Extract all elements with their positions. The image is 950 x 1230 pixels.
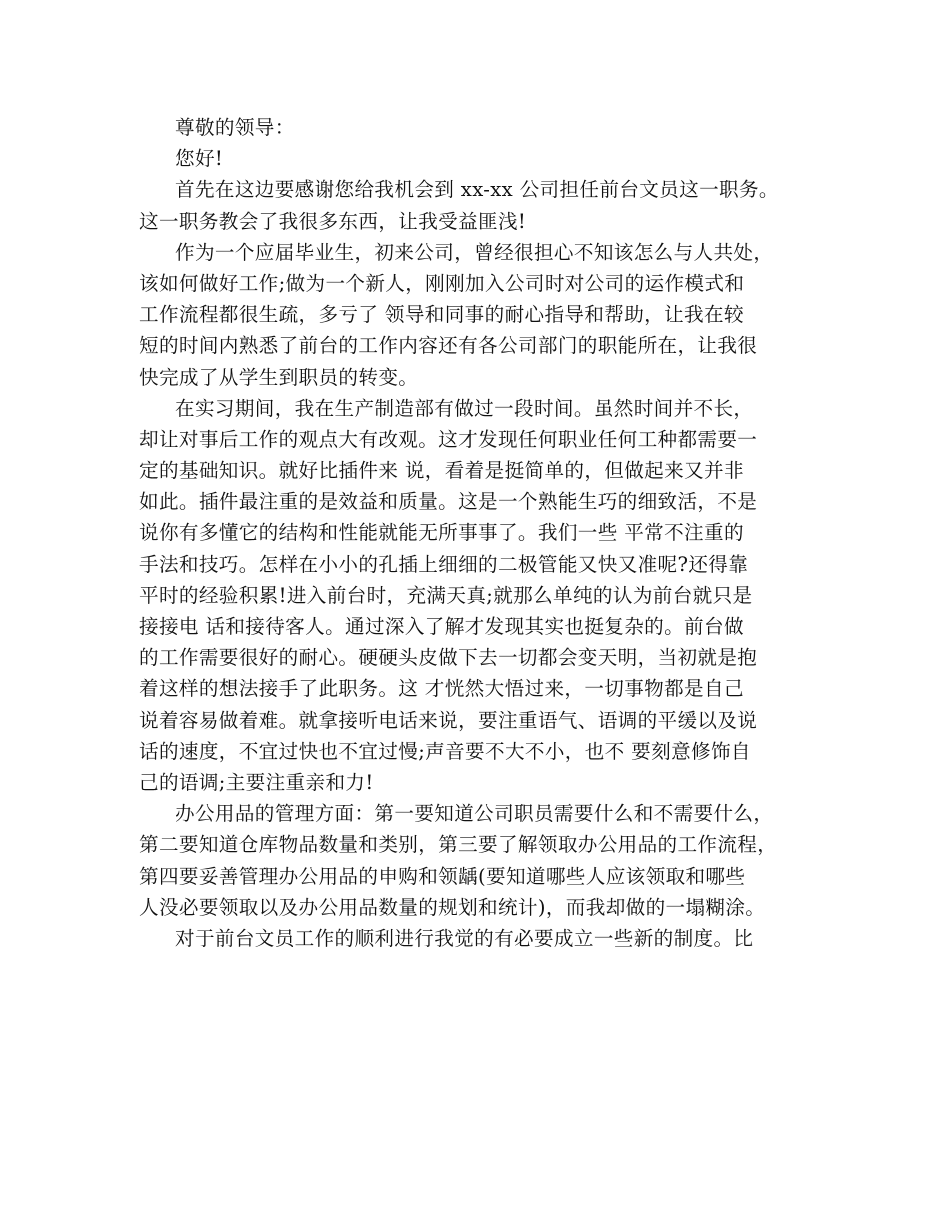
- text-line: 第四要妥善管理办公用品的申购和领龋(要知道哪些人应该领取和哪些: [139, 864, 746, 888]
- text-line: 办公用品的管理方面：第一要知道公司职员需要什么和不需要什么，: [175, 802, 774, 826]
- text-line: 该如何做好工作;做为一个新人，刚刚加入公司时对公司的运作模式和: [139, 271, 745, 295]
- text-line: 如此。插件最注重的是效益和质量。这是一个熟能生巧的细致活，不是: [139, 490, 758, 514]
- text-line: 人没必要领取以及办公用品数量的规划和统计)，而我却做的一塌糊涂。: [139, 895, 766, 919]
- text-line: 首先在这边要感谢您给我机会到 xx-xx 公司担任前台文员这一职务。: [175, 178, 779, 202]
- text-line: 定的基础知识。就好比插件来 说，看着是挺简单的，但做起来又并非: [139, 459, 744, 483]
- text-line: 工作流程都很生疏，多亏了 领导和同事的耐心指导和帮助，让我在较: [139, 303, 744, 327]
- text-line: 这一职务教会了我很多东西，让我受益匪浅!: [139, 209, 527, 233]
- text-line: 对于前台文员工作的顺利进行我觉的有必要成立一些新的制度。比: [175, 926, 754, 950]
- text-line: 说着容易做着难。就拿接听电话来说，要注重语气、语调的平缓以及说: [139, 708, 758, 732]
- text-line: 在实习期间，我在生产制造部有做过一段时间。虽然时间并不长，: [175, 396, 754, 420]
- text-line: 话的速度，不宜过快也不宜过慢;声音要不大不小，也不 要刻意修饰自: [139, 739, 751, 763]
- document-body: [139, 112, 819, 954]
- text-line: 接接电 话和接待客人。通过深入了解才发现其实也挺复杂的。前台做: [139, 615, 744, 638]
- text-line: 平时的经验积累!进入前台时，充满天真;就那么单纯的认为前台就只是: [139, 583, 753, 607]
- text-line: 您好!: [175, 147, 224, 171]
- text-line: 快完成了从学生到职员的转变。: [139, 365, 419, 389]
- text-line: 着这样的想法接手了此职务。这 才恍然大悟过来，一切事物都是自己: [139, 677, 744, 701]
- text-line: 说你有多懂它的结构和性能就能无所事事了。我们一些 平常不注重的: [139, 521, 744, 545]
- text-line: 的工作需要很好的耐心。硬硬头皮做下去一切都会变天明，当初就是抱: [139, 646, 758, 670]
- text-line: 己的语调;主要注重亲和力!: [139, 770, 374, 794]
- text-line: 却让对事后工作的观点大有改观。这才发现任何职业任何工种都需要一: [139, 427, 758, 451]
- text-line: 第二要知道仓库物品数量和类别，第三要了解领取办公用品的工作流程，: [139, 833, 778, 857]
- text-line: 作为一个应届毕业生，初来公司，曾经很担心不知该怎么与人共处，: [175, 240, 774, 264]
- text-line: 短的时间内熟悉了前台的工作内容还有各公司部门的职能所在，让我很: [139, 334, 758, 358]
- text-line: 尊敬的领导：: [175, 116, 295, 139]
- text-line: 手法和技巧。怎样在小小的孔插上细细的二极管能又快又准呢?还得靠: [139, 552, 749, 576]
